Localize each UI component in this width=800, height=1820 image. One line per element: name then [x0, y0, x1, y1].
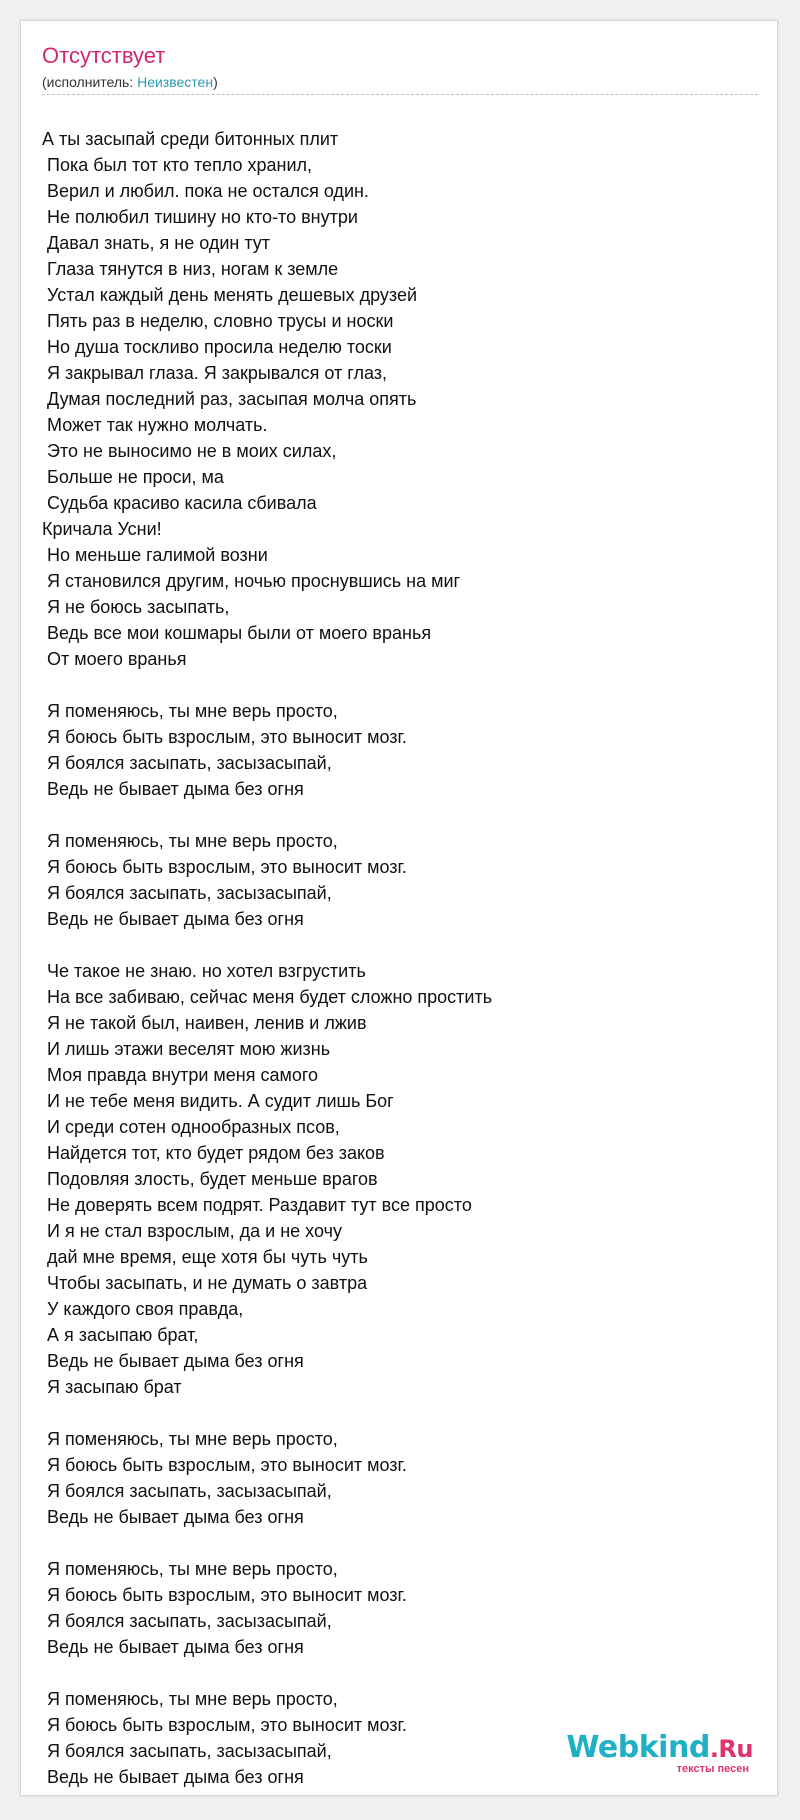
- lyric-line: Судьба красиво касила сбивала: [42, 493, 317, 513]
- lyric-line: Я поменяюсь, ты мне верь просто,: [42, 831, 338, 851]
- lyric-line: Давал знать, я не один тут: [42, 233, 271, 253]
- lyric-line: Ведь не бывает дыма без огня: [42, 1637, 304, 1657]
- lyric-line: [42, 1660, 758, 1686]
- lyric-line: И среди сотен однообразных псов,: [42, 1117, 340, 1137]
- lyric-line: Найдется тот, кто будет рядом без заков: [42, 1143, 385, 1163]
- lyric-line: А ты засыпай среди битонных плит: [42, 129, 339, 149]
- lyric-line: Чтобы засыпать, и не думать о завтра: [42, 1273, 368, 1293]
- lyric-line: И лишь этажи веселят мою жизнь: [42, 1039, 331, 1059]
- lyric-line: У каждого своя правда,: [42, 1299, 244, 1319]
- lyric-line: Ведь не бывает дыма без огня: [42, 1767, 304, 1787]
- lyric-line: Я не боюсь засыпать,: [42, 597, 230, 617]
- lyric-line: Пять раз в неделю, словно трусы и носки: [42, 311, 394, 331]
- lyric-line: Че такое не знаю. но хотел взгрустить: [42, 961, 366, 981]
- logo-tagline: тексты песен: [676, 1763, 749, 1775]
- header-divider: [42, 94, 758, 95]
- lyric-line: Глаза тянутся в низ, ногам к земле: [42, 259, 339, 279]
- lyric-line: Устал каждый день менять дешевых друзей: [42, 285, 418, 305]
- logo-brand: Webkind: [566, 1730, 710, 1765]
- lyric-line: Я закрывал глаза. Я закрывался от глаз,: [42, 363, 388, 383]
- lyric-line: Я боялся засыпать, засызасыпай,: [42, 753, 332, 773]
- byline-suffix: ): [213, 74, 218, 90]
- site-logo[interactable]: [566, 1732, 753, 1775]
- lyric-line: Ведь не бывает дыма без огня: [42, 1507, 304, 1527]
- lyric-line: Ведь не бывает дыма без огня: [42, 1351, 304, 1371]
- lyric-line: Я боялся засыпать, засызасыпай,: [42, 1481, 332, 1501]
- lyric-line: Ведь все мои кошмары были от моего вранья: [42, 623, 432, 643]
- lyric-line: Ведь не бывает дыма без огня: [42, 909, 304, 929]
- lyric-line: Я поменяюсь, ты мне верь просто,: [42, 1689, 338, 1709]
- lyric-line: А я засыпаю брат,: [42, 1325, 199, 1345]
- lyrics-card: [20, 20, 778, 1796]
- lyric-line: Это не выносимо не в моих силах,: [42, 441, 337, 461]
- lyric-line: дай мне время, еще хотя бы чуть чуть: [42, 1247, 368, 1267]
- lyric-line: Пока был тот кто тепло хранил,: [42, 155, 313, 175]
- lyric-line: Я не такой был, наивен, ленив и лжив: [42, 1013, 367, 1033]
- lyric-line: Не доверять всем подрят. Раздавит тут все просто: [42, 1195, 472, 1215]
- lyric-line: Я боялся засыпать, засызасыпай,: [42, 1741, 332, 1761]
- lyric-line: Я боюсь быть взрослым, это выносит мозг.: [42, 1455, 407, 1475]
- lyric-line: Я боюсь быть взрослым, это выносит мозг.: [42, 727, 407, 747]
- lyric-line: [42, 802, 758, 828]
- song-title: Отсутствует: [42, 43, 166, 68]
- logo-wordmark: [566, 1732, 753, 1765]
- lyric-line: Моя правда внутри меня самого: [42, 1065, 319, 1085]
- lyric-line: Подовляя злость, будет меньше врагов: [42, 1169, 378, 1189]
- lyric-line: Кричала Усни!: [42, 519, 162, 539]
- lyric-line: Я засыпаю брат: [42, 1377, 182, 1397]
- artist-byline: [42, 74, 218, 90]
- lyric-line: Верил и любил. пока не остался один.: [42, 181, 369, 201]
- lyric-line: Я боюсь быть взрослым, это выносит мозг.: [42, 1585, 407, 1605]
- lyric-line: И не тебе меня видить. А судит лишь Бог: [42, 1091, 394, 1111]
- lyric-line: [42, 1530, 758, 1556]
- lyric-line: Но меньше галимой возни: [42, 545, 268, 565]
- lyric-line: Больше не проси, ма: [42, 467, 224, 487]
- lyric-line: Может так нужно молчать.: [42, 415, 268, 435]
- lyric-line: Я боялся засыпать, засызасыпай,: [42, 883, 332, 903]
- lyric-line: Я боюсь быть взрослым, это выносит мозг.: [42, 857, 407, 877]
- lyric-line: Я боялся засыпать, засызасыпай,: [42, 1611, 332, 1631]
- logo-tld: .Ru: [709, 1735, 753, 1763]
- lyric-line: Я поменяюсь, ты мне верь просто,: [42, 1429, 338, 1449]
- lyric-line: Ведь не бывает дыма без огня: [42, 779, 304, 799]
- lyrics-body: [42, 126, 758, 1790]
- lyric-line: Я боюсь быть взрослым, это выносит мозг.: [42, 1715, 407, 1735]
- lyric-line: И я не стал взрослым, да и не хочу: [42, 1221, 342, 1241]
- lyric-line: Но душа тоскливо просила неделю тоски: [42, 337, 392, 357]
- lyric-line: От моего вранья: [42, 649, 187, 669]
- lyric-line: [42, 672, 758, 698]
- lyric-line: Я поменяюсь, ты мне верь просто,: [42, 701, 338, 721]
- artist-link[interactable]: Неизвестен: [137, 74, 214, 90]
- lyric-line: Не полюбил тишину но кто-то внутри: [42, 207, 358, 227]
- lyric-line: Я становился другим, ночью проснувшись на миг: [42, 571, 461, 591]
- lyric-line: Я поменяюсь, ты мне верь просто,: [42, 1559, 338, 1579]
- lyric-line: На все забиваю, сейчас меня будет сложно простить: [42, 987, 493, 1007]
- byline-prefix: (исполнитель:: [42, 74, 138, 90]
- lyric-line: Думая последний раз, засыпая молча опять: [42, 389, 417, 409]
- lyric-line: [42, 1400, 758, 1426]
- lyric-line: [42, 932, 758, 958]
